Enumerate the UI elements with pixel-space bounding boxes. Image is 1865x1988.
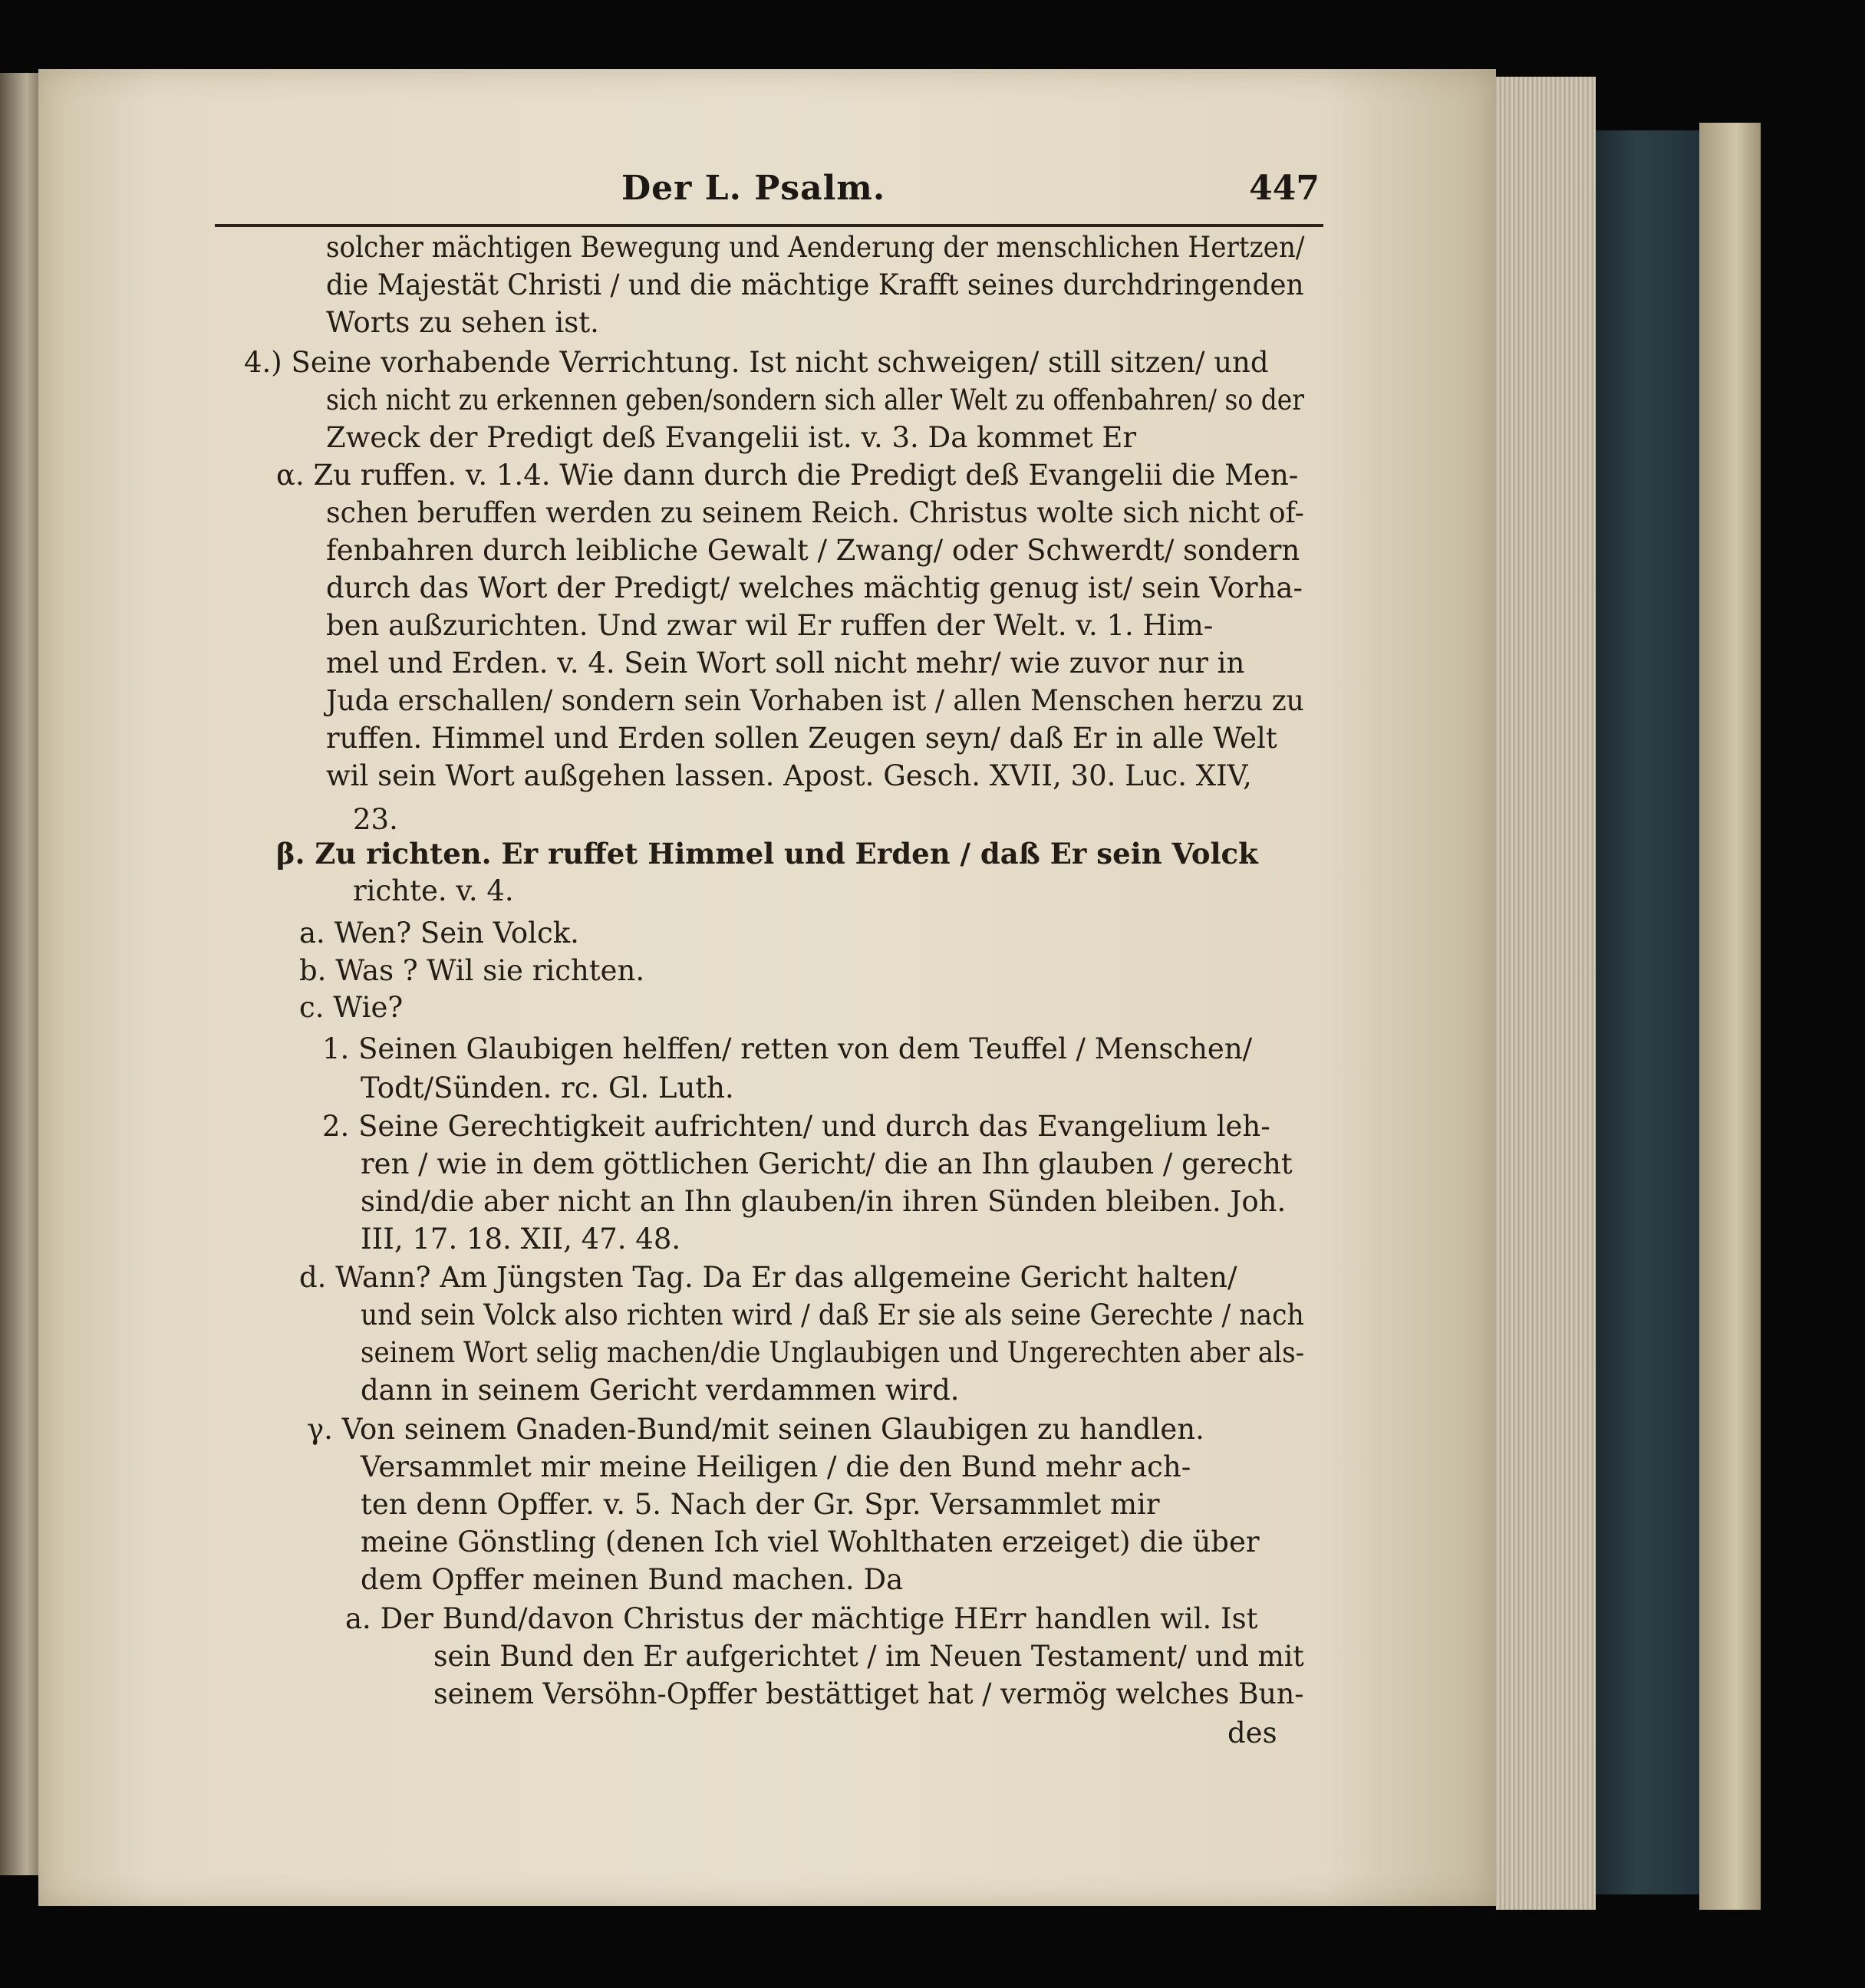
- text-line: d. Wann? Am Jüngsten Tag. Da Er das allgemeine Gericht halten/: [299, 1261, 1237, 1294]
- text-line: meine Gönstling (denen Ich viel Wohlthaten erzeiget) die über: [361, 1526, 1260, 1558]
- text-line: Worts zu sehen ist.: [326, 306, 599, 339]
- text-line: γ. Von seinem Gnaden-Bund/mit seinen Glaubigen zu handlen.: [307, 1413, 1204, 1446]
- text-line: dann in seinem Gericht verdammen wird.: [361, 1374, 960, 1407]
- page-number: 447: [1249, 169, 1320, 208]
- text-line: a. Der Bund/davon Christus der mächtige HErr handlen wil. Ist: [345, 1602, 1258, 1635]
- header-rule: [215, 224, 1323, 227]
- text-line: sind/die aber nicht an Ihn glauben/in ihren Sünden bleiben. Joh.: [361, 1185, 1287, 1218]
- text-line: ben außzurichten. Und zwar wil Er ruffen der Welt. v. 1. Him-: [326, 609, 1214, 642]
- text-line: b. Was ? Wil sie richten.: [299, 954, 645, 987]
- text-line: dem Opffer meinen Bund machen. Da: [361, 1563, 904, 1596]
- text-line: Todt/Sünden. rc. Gl. Luth.: [361, 1071, 734, 1104]
- text-line: sein Bund den Er aufgerichtet / im Neuen Testament/ und mit: [433, 1640, 1304, 1673]
- catchword: des: [1227, 1716, 1277, 1749]
- book-cover-edge: [1699, 123, 1761, 1910]
- text-line: a. Wen? Sein Volck.: [299, 917, 579, 950]
- text-line: 2. Seine Gerechtigkeit aufrichten/ und durch das Evangelium leh-: [322, 1110, 1270, 1143]
- text-line: III, 17. 18. XII, 47. 48.: [361, 1223, 681, 1256]
- text-line: 1. Seinen Glaubigen helffen/ retten von dem Teuffel / Menschen/: [322, 1032, 1253, 1065]
- text-line: β. Zu richten. Er ruffet Himmel und Erden / daß Er sein Volck: [276, 837, 1258, 871]
- text-line: mel und Erden. v. 4. Sein Wort soll nicht mehr/ wie zuvor nur in: [326, 647, 1245, 680]
- text-line: wil sein Wort außgehen lassen. Apost. Gesch. XVII, 30. Luc. XIV,: [326, 759, 1252, 792]
- text-line: c. Wie?: [299, 991, 404, 1024]
- text-line: α. Zu ruffen. v. 1.4. Wie dann durch die Predigt deß Evangelii die Men-: [276, 459, 1299, 492]
- book-fore-edge: [1596, 130, 1699, 1894]
- text-line: solcher mächtigen Bewegung und Aenderung der menschlichen Hertzen/: [326, 231, 1305, 264]
- text-line: schen beruffen werden zu seinem Reich. Christus wolte sich nicht of-: [326, 496, 1304, 529]
- page-header: [215, 169, 1320, 215]
- text-line: sich nicht zu erkennen geben/sondern sich aller Welt zu offenbahren/ so der: [326, 383, 1305, 416]
- text-line: 4.) Seine vorhabende Verrichtung. Ist nicht schweigen/ still sitzen/ und: [244, 346, 1269, 379]
- text-line: Juda erschallen/ sondern sein Vorhaben ist / allen Menschen herzu zu: [326, 684, 1304, 717]
- text-line: die Majestät Christi / und die mächtige Krafft seines durchdringenden: [326, 268, 1304, 301]
- text-line: 23.: [353, 803, 398, 836]
- page-stack-edge: [1496, 77, 1596, 1910]
- text-line: Zweck der Predigt deß Evangelii ist. v. 3. Da kommet Er: [326, 421, 1137, 454]
- text-line: ruffen. Himmel und Erden sollen Zeugen seyn/ daß Er in alle Welt: [326, 722, 1277, 755]
- text-line: ren / wie in dem göttlichen Gericht/ die an Ihn glauben / gerecht: [361, 1147, 1293, 1180]
- text-line: und sein Volck also richten wird / daß Er sie als seine Gerechte / nach: [361, 1298, 1304, 1331]
- text-line: fenbahren durch leibliche Gewalt / Zwang/ oder Schwerdt/ sondern: [326, 534, 1300, 567]
- text-line: seinem Versöhn-Opffer bestättiget hat / vermög welches Bun-: [433, 1677, 1304, 1710]
- text-line: seinem Wort selig machen/die Unglaubigen und Ungerechten aber als-: [361, 1336, 1305, 1369]
- text-line: richte. v. 4.: [353, 874, 514, 907]
- text-line: durch das Wort der Predigt/ welches mächtig genug ist/ sein Vorha-: [326, 571, 1303, 604]
- left-page-edge: [0, 73, 38, 1875]
- text-line: ten denn Opffer. v. 5. Nach der Gr. Spr. Versammlet mir: [361, 1488, 1160, 1521]
- running-title: Der L. Psalm.: [621, 169, 886, 208]
- text-line: Versammlet mir meine Heiligen / die den Bund mehr ach-: [361, 1450, 1191, 1483]
